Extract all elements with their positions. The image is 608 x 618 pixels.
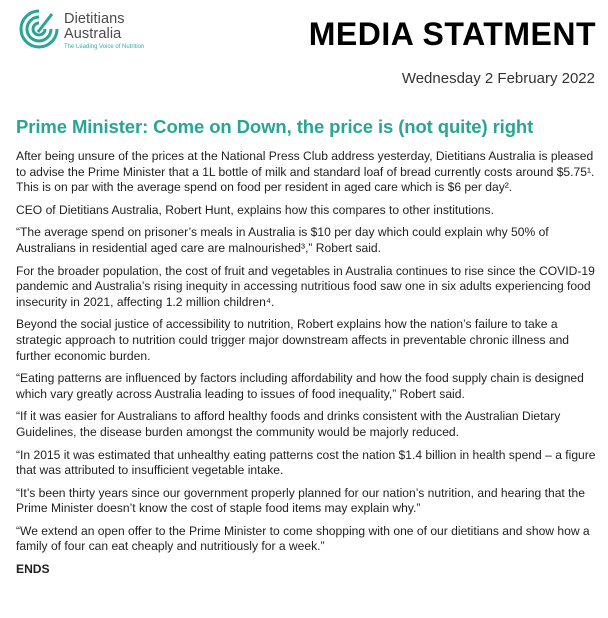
paragraph: Beyond the social justice of accessibility to nutrition, Robert explains how the nation’s failure to take a strategic approach to nutrition could trigger major downstream affects in preventable chronic illness and further economic burden.: [16, 317, 570, 363]
brand-name-line2: Australia: [64, 26, 122, 42]
headline: Prime Minister: Come on Down, the price is (not quite) right: [16, 116, 534, 137]
paragraph: For the broader population, the cost of fruit and vegetables in Australia continues to rise since the COVID-19 pandemic and Australia’s rising inequity in accessing nutritious food saw one in six adults experiencing food insecurity in 2021, affecting 1.2 million children⁴.: [16, 263, 595, 309]
brand-tagline: The Leading Voice of Nutrition: [64, 44, 145, 50]
document-date: Wednesday 2 February 2022: [401, 70, 595, 87]
ends-marker: ENDS: [16, 562, 50, 577]
dietitians-australia-logo-icon: [18, 8, 60, 50]
paragraph: “The average spend on prisoner’s meals in Australia is $10 per day which could explain why 50% of Australians in residential aged care are malnourished³,” Robert said.: [16, 225, 549, 255]
paragraph: “We extend an open offer to the Prime Minister to come shopping with one of our dietitians and show how a family of four can eat cheaply and nutritiously for a week.”: [16, 523, 590, 554]
document-type-title: MEDIA STATMENT: [308, 16, 596, 52]
paragraph: “If it was easier for Australians to afford healthy foods and drinks consistent with the Australian Dietary Guidelines, the disease burden amongst the community would be majorly reduced.: [16, 409, 561, 439]
paragraph: After being unsure of the prices at the National Press Club address yesterday, Dietitians Australia is pleased to advise the Prime Minister that a 1L bottle of milk and standard loaf of bread currently costs around $5.75¹. This is on par with the average spend on food per resident in aged care which is $6 per day².: [16, 149, 595, 195]
paragraph: “It’s been thirty years since our government properly planned for our nation’s nutrition, and hearing that the Prime Minister doesn’t know the cost of staple food items may explain why.”: [16, 485, 585, 516]
paragraph: “In 2015 it was estimated that unhealthy eating patterns cost the nation $1.4 billion in health spend – a figure that was attributed to insufficient vegetable intake.: [16, 447, 596, 478]
article-body: [16, 149, 596, 585]
paragraph: CEO of Dietitians Australia, Robert Hunt, explains how this compares to other institutions.: [16, 202, 494, 217]
brand-name-line1: Dietitians: [64, 11, 125, 27]
brand-logo: [18, 8, 218, 58]
paragraph: “Eating patterns are influenced by factors including affordability and how the food supply chain is designed which vary greatly across Australia leading to issues of food inequality,” Robert said.: [16, 371, 584, 401]
